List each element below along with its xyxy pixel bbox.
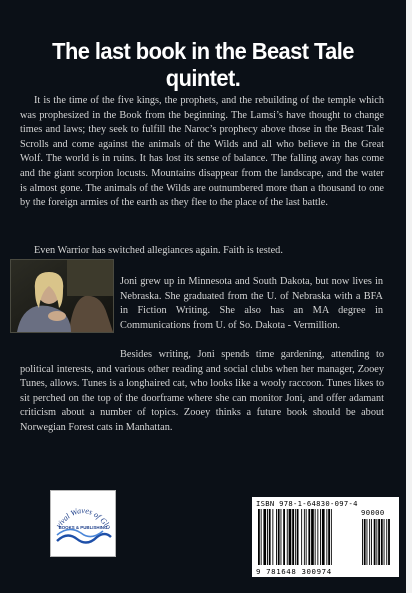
blurb-paragraph: Even Warrior has switched allegiances again. Faith is tested.: [34, 245, 283, 256]
page-edge: [406, 0, 412, 593]
publisher-name: vival Waves of Glo: [54, 505, 114, 532]
isbn-barcode: [252, 497, 399, 577]
author-portrait-image: [11, 260, 113, 332]
barcode-bars: [252, 497, 399, 577]
blurb-paragraph: It is the time of the five kings, the prophets, and the rebuilding of the temple which was prophesized in the Book from the beginning. The Lamsi’s have thought to change times and laws; they seek to fulfill the Naroc’s prophecy above those in the Beast Tale Scrolls and come against the animals of the Wilds and all who believe in the Great Wolf. The world is in ruins. It has lost its sense of balance. The falling away has come and the giant scorpion locusts. Mountains disappear from the landscape, and the water is almost gone. The animals of the Wilds are outnumbered more than a thousand to one by the foreign armies of the earth as they flee to the place of the last battle.: [20, 95, 384, 209]
author-photo: [10, 259, 114, 333]
isbn-label: ISBN 978-1-64830-097-4: [256, 499, 358, 508]
publisher-logo-image: [51, 491, 115, 556]
author-bio-paragraph: Joni grew up in Minnesota and South Dakota, but now lives in Nebraska. She graduated from the U. of Nebraska with a BFA in Fiction Writing. She also has an MA degree in Communications from U. of So. Dakota - Vermillion.: [120, 276, 383, 331]
publisher-tagline: BOOKS & PUBLISHING: [58, 525, 108, 530]
author-bio-paragraph: Besides writing, Joni spends time gardening, attending to political interests, and various other reading and social clubs when her manager, Zooey Tunes, allows. Tunes is a longhaired cat, who looks like a wooly raccoon. Tunes likes to sit perched on the top of the doorframe where she can monitor Joni, and offer adamant criticism about a number of topics. Zooey thinks a future book should be about Norwegian Forest cats in Manhattan.: [20, 349, 384, 433]
cover-headline: The last book in the Beast Tale quintet.: [52, 38, 354, 91]
barcode-addon-number: 90000: [361, 508, 385, 517]
barcode-digits: 9 781648 300974: [256, 567, 332, 576]
publisher-logo: [50, 490, 116, 557]
